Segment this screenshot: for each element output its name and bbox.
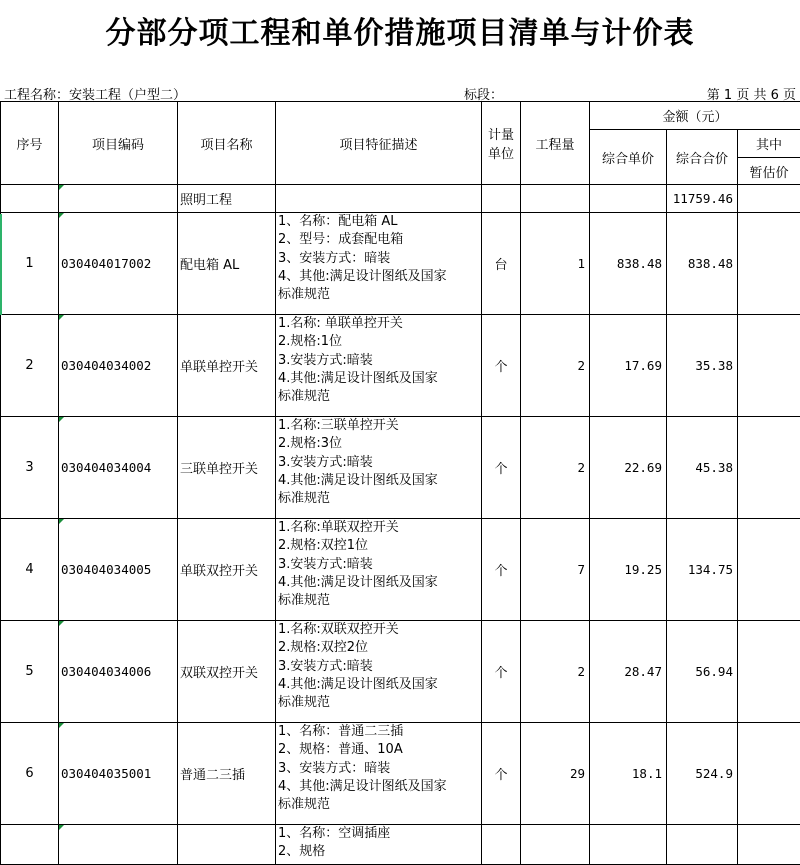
cell-name-text: 普通二三插	[180, 768, 245, 783]
project-name: 工程名称：安装工程（户型二）	[4, 84, 186, 103]
desc-line: 3、安装方式：暗装	[278, 250, 481, 268]
cell-qty-text: 2	[577, 460, 585, 475]
cell-seq	[1, 519, 59, 621]
header-unit: 计量单位	[482, 102, 521, 185]
header-provisional: 暂估价	[738, 158, 800, 185]
table-row	[1, 723, 800, 825]
cell-code	[59, 723, 178, 825]
cell-code	[59, 519, 178, 621]
desc-line: 2.规格:1位	[278, 333, 481, 351]
cell-code	[59, 825, 178, 865]
cell-seq	[1, 417, 59, 519]
desc-line: 3、安装方式：暗装	[278, 760, 481, 778]
group-row	[1, 185, 800, 213]
cell-total-price-text: 134.75	[688, 562, 733, 577]
cell-name-text: 双联双控开关	[180, 666, 258, 681]
cell-total-price-text: 35.38	[695, 358, 733, 373]
cell-name	[178, 213, 276, 315]
cell-desc	[276, 825, 482, 865]
page-indicator: 第 1 页 共 6 页	[707, 84, 796, 103]
desc-line: 2.规格:双控1位	[278, 537, 481, 555]
cell-name-text: 配电箱 AL	[180, 258, 239, 273]
desc-line: 标准规范	[278, 796, 481, 814]
desc-line: 4.其他:满足设计图纸及国家	[278, 574, 481, 592]
desc-line: 1、名称：空调插座	[278, 825, 481, 843]
cell-unit	[482, 723, 521, 825]
desc-line: 2、规格：普通、10A	[278, 741, 481, 759]
header-total-price: 综合合价	[667, 130, 738, 185]
cell-unit	[482, 417, 521, 519]
cell-qty	[521, 213, 590, 315]
cell-unit-price-text: 838.48	[617, 256, 662, 271]
desc-line: 1.名称:三联单控开关	[278, 417, 481, 435]
desc-line: 2.规格:3位	[278, 435, 481, 453]
cell-seq-text: 3	[25, 460, 33, 475]
cell-unit-price	[590, 723, 667, 825]
cell-seq	[1, 723, 59, 825]
header-qty: 工程量	[521, 102, 590, 185]
cell-unit-price-text: 28.47	[624, 664, 662, 679]
cell-seq	[1, 213, 59, 315]
cell-desc	[276, 621, 482, 723]
cell-qty	[521, 723, 590, 825]
cell-total-price	[667, 213, 738, 315]
desc-line: 4.其他:满足设计图纸及国家	[278, 370, 481, 388]
cell-total-price-text: 838.48	[688, 256, 733, 271]
cell-name-text: 三联单控开关	[180, 462, 258, 477]
cell-code-text: 030404034006	[61, 664, 151, 679]
desc-line: 3.安装方式:暗装	[278, 454, 481, 472]
cell-marker	[59, 315, 64, 320]
cell-provisional	[738, 213, 800, 315]
cell-qty-text: 7	[577, 562, 585, 577]
cell-unit-price	[590, 417, 667, 519]
cell-name	[178, 315, 276, 417]
cell-qty-text: 29	[570, 766, 585, 781]
desc-line: 1.名称:双联双控开关	[278, 621, 481, 639]
cell-unit-text: 个	[494, 564, 507, 579]
cell-unit	[482, 519, 521, 621]
desc-line: 1.名称:单联双控开关	[278, 519, 481, 537]
cell-desc	[276, 315, 482, 417]
cell-code	[59, 621, 178, 723]
desc-line: 2、规格	[278, 843, 481, 861]
desc-line: 4、其他:满足设计图纸及国家	[278, 778, 481, 796]
cell-qty-text: 2	[577, 664, 585, 679]
desc-line: 2.规格:双控2位	[278, 639, 481, 657]
desc-line: 标准规范	[278, 388, 481, 406]
cell-unit-price-text: 18.1	[632, 766, 662, 781]
cell-qty-text: 2	[577, 358, 585, 373]
cell-unit-price	[590, 825, 667, 865]
header-name: 项目名称	[178, 102, 276, 185]
cell-seq-text: 6	[25, 766, 33, 781]
desc-line: 2、型号：成套配电箱	[278, 231, 481, 249]
cell-total-price-text: 45.38	[695, 460, 733, 475]
cell-seq	[1, 825, 59, 865]
cell-code	[59, 213, 178, 315]
cell-marker	[59, 417, 64, 422]
cell-unit-text: 个	[494, 462, 507, 477]
cell-unit	[482, 825, 521, 865]
cell-provisional	[738, 315, 800, 417]
cell-seq-text: 5	[25, 664, 33, 679]
cell-seq-text: 2	[25, 358, 33, 373]
cell-name	[178, 621, 276, 723]
section-label: 标段：	[464, 84, 503, 103]
cell-name	[178, 723, 276, 825]
desc-line: 4.其他:满足设计图纸及国家	[278, 676, 481, 694]
group-total: 11759.46	[667, 185, 738, 213]
cell-qty	[521, 621, 590, 723]
header-seq: 序号	[1, 102, 59, 185]
cell-marker	[59, 519, 64, 524]
cell-unit	[482, 315, 521, 417]
cell-provisional	[738, 825, 800, 865]
selection-indicator	[0, 214, 2, 315]
cell-unit-price-text: 19.25	[624, 562, 662, 577]
cell-code	[59, 315, 178, 417]
table-row	[1, 621, 800, 723]
table-row	[1, 417, 800, 519]
table-row	[1, 213, 800, 315]
cell-provisional	[738, 417, 800, 519]
bill-table	[0, 101, 800, 865]
cell-marker	[59, 825, 64, 830]
cell-provisional	[738, 621, 800, 723]
cell-code-text: 030404034004	[61, 460, 151, 475]
desc-line: 标准规范	[278, 694, 481, 712]
cell-code-text: 030404034005	[61, 562, 151, 577]
header-of-which: 其中	[738, 130, 800, 158]
cell-marker	[59, 621, 64, 626]
cell-unit-text: 个	[494, 666, 507, 681]
cell-total-price	[667, 723, 738, 825]
cell-code	[59, 417, 178, 519]
cell-provisional	[738, 519, 800, 621]
cell-desc	[276, 519, 482, 621]
cell-seq-text: 4	[25, 562, 33, 577]
cell-qty	[521, 315, 590, 417]
cell-provisional	[738, 723, 800, 825]
desc-line: 1.名称: 单联单控开关	[278, 315, 481, 333]
desc-line: 3.安装方式:暗装	[278, 658, 481, 676]
cell-unit-text: 个	[494, 360, 507, 375]
page-title: 分部分项工程和单价措施项目清单与计价表	[0, 8, 800, 52]
cell-unit	[482, 621, 521, 723]
cell-total-price-text: 56.94	[695, 664, 733, 679]
cell-total-price-text: 524.9	[695, 766, 733, 781]
cell-name-text: 单联双控开关	[180, 564, 258, 579]
desc-line: 4、其他:满足设计图纸及国家	[278, 268, 481, 286]
cell-seq-text: 1	[25, 256, 33, 271]
header-code: 项目编码	[59, 102, 178, 185]
cell-unit-price	[590, 621, 667, 723]
cell-unit-price	[590, 213, 667, 315]
cell-desc	[276, 213, 482, 315]
cell-unit-text: 台	[494, 258, 507, 273]
cell-seq	[1, 315, 59, 417]
cell-marker	[59, 723, 64, 728]
desc-line: 4.其他:满足设计图纸及国家	[278, 472, 481, 490]
cell-name	[178, 825, 276, 865]
cell-total-price	[667, 825, 738, 865]
cell-unit-price	[590, 315, 667, 417]
header-amount: 金额（元）	[590, 102, 800, 130]
cell-desc	[276, 723, 482, 825]
desc-line: 标准规范	[278, 286, 481, 304]
cell-qty	[521, 417, 590, 519]
desc-line: 3.安装方式:暗装	[278, 352, 481, 370]
cell-qty	[521, 825, 590, 865]
desc-line: 1、名称：普通二三插	[278, 723, 481, 741]
desc-line: 标准规范	[278, 490, 481, 508]
cell-qty-text: 1	[577, 256, 585, 271]
group-name: 照明工程	[178, 185, 276, 213]
desc-line: 标准规范	[278, 592, 481, 610]
cell-total-price	[667, 417, 738, 519]
cell-code-text: 030404034002	[61, 358, 151, 373]
cell-qty	[521, 519, 590, 621]
table-row	[1, 825, 800, 865]
cell-name	[178, 519, 276, 621]
cell-total-price	[667, 621, 738, 723]
header-desc: 项目特征描述	[276, 102, 482, 185]
table-row	[1, 519, 800, 621]
cell-unit-text: 个	[494, 768, 507, 783]
cell-marker	[59, 213, 64, 218]
cell-desc	[276, 417, 482, 519]
cell-unit-price-text: 17.69	[624, 358, 662, 373]
cell-seq	[1, 621, 59, 723]
header-unit-price: 综合单价	[590, 130, 667, 185]
cell-total-price	[667, 315, 738, 417]
cell-name	[178, 417, 276, 519]
desc-line: 3.安装方式:暗装	[278, 556, 481, 574]
cell-name-text: 单联单控开关	[180, 360, 258, 375]
cell-code-text: 030404035001	[61, 766, 151, 781]
cell-code-text: 030404017002	[61, 256, 151, 271]
cell-unit	[482, 213, 521, 315]
cell-total-price	[667, 519, 738, 621]
table-row	[1, 315, 800, 417]
cell-unit-price-text: 22.69	[624, 460, 662, 475]
desc-line: 1、名称：配电箱 AL	[278, 213, 481, 231]
cell-unit-price	[590, 519, 667, 621]
